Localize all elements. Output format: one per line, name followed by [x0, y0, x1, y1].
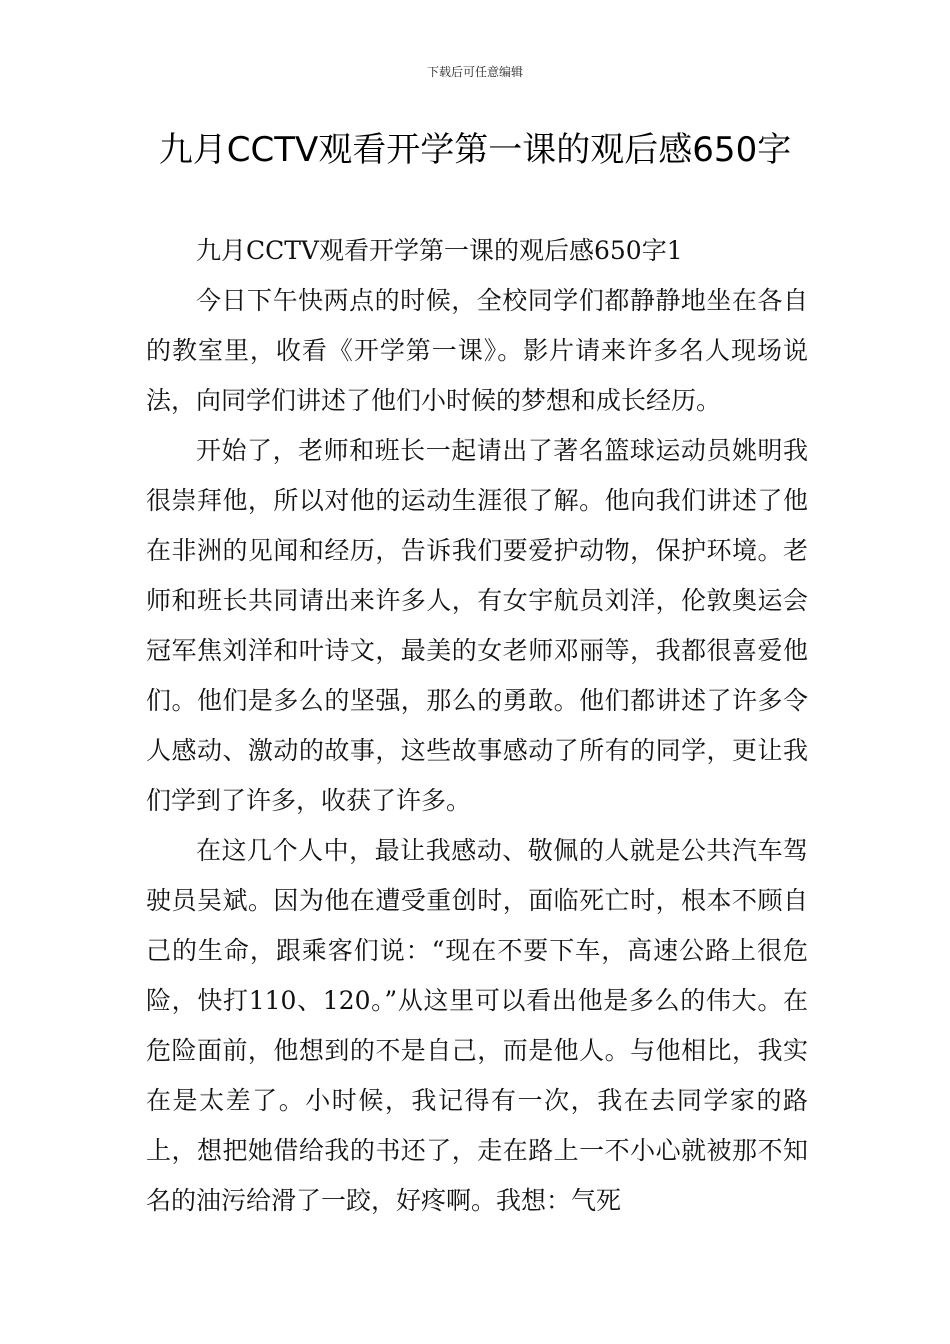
paragraph: 今日下午快两点的时候，全校同学们都静静地坐在各自的教室里，收看《开学第一课》。影片请来许多名人现场说法，向同学们讲述了他们小时候的梦想和成长经历。 — [146, 286, 808, 415]
paragraph: 开始了，老师和班长一起请出了著名篮球运动员姚明我很崇拜他，所以对他的运动生涯很了解。他向我们讲述了他在非洲的见闻和经历，告诉我们要爱护动物，保护环境。老师和班长共同请出来许多人，有女宇航员刘洋，伦敦奥运会冠军焦刘洋和叶诗文，最美的女老师邓丽等，我都很喜爱他们。他们是多么的坚强，那么的勇敢。他们都讲述了许多令人感动、激动的故事，这些故事感动了所有的同学，更让我们学到了许多，收获了许多。 — [146, 436, 808, 815]
document-title: 九月CCTV观看开学第一课的观后感650字 — [158, 130, 792, 170]
header-note: 下载后可任意编辑 — [426, 65, 523, 79]
paragraph-subtitle: 九月CCTV观看开学第一课的观后感650字1 — [196, 236, 683, 265]
paragraph: 在这几个人中，最让我感动、敬佩的人就是公共汽车驾驶员吴斌。因为他在遭受重创时，面临死亡时，根本不顾自己的生命，跟乘客们说：“现在不要下车，高速公路上很危险，快打110、120。”从这里可以看出他是多么的伟大。在危险面前，他想到的不是自己，而是他人。与他相比，我实在是太差了。小时候，我记得有一次，我在去同学家的路上，想把她借给我的书还了，走在路上一不小心就被那不知名的油污给滑了一跤，好疼啊。我想：气死 — [146, 836, 808, 1215]
document-body — [146, 226, 808, 1226]
